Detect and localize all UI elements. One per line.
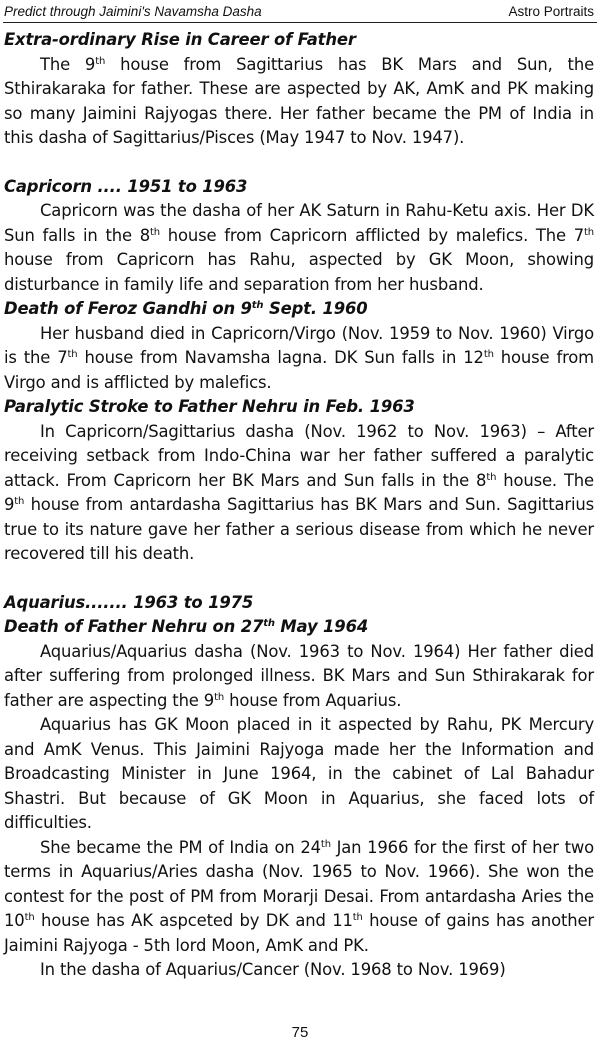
- ordinal-suffix: th: [486, 471, 497, 483]
- ordinal-suffix: th: [14, 496, 25, 507]
- ordinal-suffix: th: [584, 226, 594, 238]
- section-heading: Aquarius....... 1963 to 1975: [4, 592, 254, 612]
- ordinal-suffix: th: [214, 691, 225, 703]
- ordinal-suffix: th: [352, 912, 363, 923]
- body-paragraph: Capricorn was the dasha of her AK Saturn in Rahu-Ketu axis. Her DK Sun falls in the 8th house from Capricorn afflicted by malefics. The 7th house from Capricorn has Rahu, aspected by GK Moon, showing disturbance in family life and separation from her husband.: [4, 201, 594, 294]
- header-series-title: Astro Portraits: [508, 4, 594, 19]
- section-gap: [4, 151, 594, 175]
- ordinal-suffix: th: [24, 912, 35, 923]
- body-paragraph: In Capricorn/Sagittarius dasha (Nov. 1962 to Nov. 1963) – After receiving setback from Indo-China war her father suffered a paralytic attack. From Capricorn her BK Mars and Sun falls in the 8th house. The 9th house from antardasha Sagittarius has BK Mars and Sun. Sagittarius true to its nature gave her father a serious disease from which he never recovered till his death.: [4, 421, 594, 563]
- section-heading: Paralytic Stroke to Father Nehru in Feb. 1963: [4, 397, 415, 416]
- header-rule: [3, 22, 597, 23]
- body-paragraph: Aquarius/Aquarius dasha (Nov. 1963 to Nov. 1964) Her father died after suffering from prolonged illness. BK Mars and Sun Sthirakarak for father are aspecting the 9th house from Aquarius.: [4, 641, 594, 710]
- section-heading: Capricorn .... 1951 to 1963: [4, 176, 248, 196]
- section-heading: Death of Feroz Gandhi on 9th Sept. 1960: [4, 299, 368, 318]
- section-gap: [4, 567, 594, 591]
- page-body: [4, 28, 594, 983]
- ordinal-suffix: th: [67, 349, 78, 360]
- ordinal-suffix: th: [483, 349, 494, 360]
- body-paragraph: She became the PM of India on 24th Jan 1966 for the first of her two terms in Aquarius/Aries dasha (Nov. 1965 to Nov. 1966). She won the contest for the post of PM from Morarji Desai. From antardasha Aries the 10th house has AK aspceted by DK and 11th house of gains has another Jaimini Rajyoga - 5th lord Moon, AmK and PK.: [4, 837, 594, 955]
- header-book-title: Predict through Jaimini's Navamsha Dasha: [4, 4, 262, 19]
- page-number: 75: [291, 1024, 309, 1041]
- body-paragraph: The 9th house from Sagittarius has BK Mars and Sun, the Sthirakaraka for father. These are aspected by AK, AmK and PK making so many Jaimini Rajyogas there. Her father became the PM of India in this dasha of Sagittarius/Pisces (May 1947 to Nov. 1947).: [4, 54, 595, 147]
- ordinal-suffix: th: [320, 838, 331, 850]
- body-paragraph: In the dasha of Aquarius/Cancer (Nov. 1968 to Nov. 1969): [40, 960, 506, 979]
- ordinal-suffix: th: [150, 226, 160, 238]
- ordinal-suffix: th: [95, 55, 106, 67]
- ordinal-suffix: th: [263, 618, 275, 629]
- section-heading: Extra-ordinary Rise in Career of Father: [4, 30, 356, 49]
- body-paragraph: Aquarius has GK Moon placed in it aspected by Rahu, PK Mercury and AmK Venus. This Jaimini Rajyoga made her the Information and Broadcasting Minister in June 1964, in the cabinet of Lal Bahadur Shastri. But because of GK Moon in Aquarius, she faced lots of difficulties.: [4, 715, 594, 832]
- body-paragraph: Her husband died in Capricorn/Virgo (Nov. 1959 to Nov. 1960) Virgo is the 7th house from Navamsha lagna. DK Sun falls in 12th house from Virgo and is afflicted by malefics.: [4, 323, 594, 392]
- section-heading: Death of Father Nehru on 27th May 1964: [4, 617, 369, 636]
- running-header: [4, 2, 594, 24]
- ordinal-suffix: th: [251, 300, 264, 311]
